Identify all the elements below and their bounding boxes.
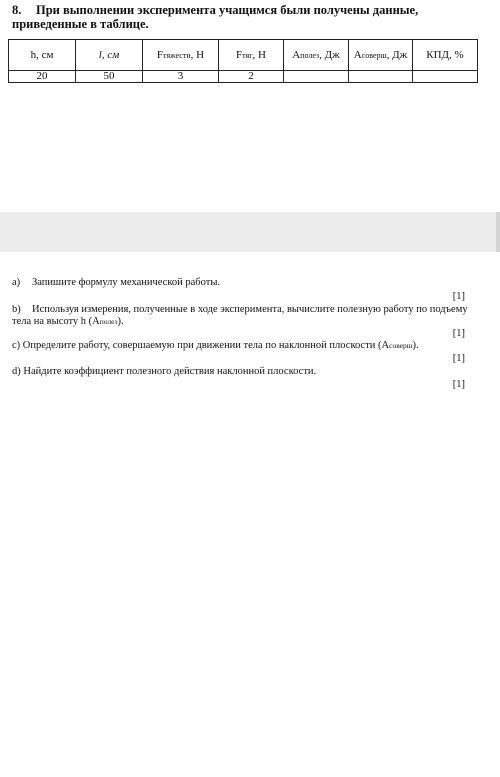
page-gap-edge bbox=[496, 212, 500, 252]
mark-c: [1] bbox=[452, 353, 465, 364]
table-header-row bbox=[9, 40, 478, 71]
question-label: d) bbox=[12, 366, 21, 377]
question-a bbox=[12, 277, 468, 289]
question-text: Найдите коэффициент полезного действия наклонной плоскости. bbox=[23, 366, 317, 377]
header-f-pull: Fтяг, Н bbox=[219, 40, 284, 71]
question-label: b) bbox=[12, 304, 21, 315]
question-b: b) Используя измерения, полученные в ходе эксперимента, вычислите полезную работу по подъему тела на высоту h (Aполез). bbox=[12, 304, 468, 327]
worksheet-bottom bbox=[0, 252, 500, 777]
header-a-total: Aсоверш, Дж bbox=[349, 40, 413, 71]
header-f-gravity: Fтяжести, Н bbox=[143, 40, 219, 71]
cell-h: 20 bbox=[9, 71, 76, 83]
mark-a: [1] bbox=[452, 291, 465, 302]
header-l: l, см bbox=[76, 40, 143, 71]
cell-a-useful bbox=[284, 71, 349, 83]
header-h: h, см bbox=[9, 40, 76, 71]
cell-a-total bbox=[349, 71, 413, 83]
question-text: Запишите формулу механической работы. bbox=[32, 277, 221, 288]
question-d bbox=[12, 366, 468, 378]
data-table bbox=[8, 39, 478, 83]
header-efficiency: КПД, % bbox=[413, 40, 478, 71]
question-c: c) Определите работу, совершаемую при движении тела по наклонной плоскости (Aсоверш). bbox=[12, 340, 419, 351]
page-gap bbox=[0, 212, 500, 252]
cell-f-pull: 2 bbox=[219, 71, 284, 83]
task-title-text: При выполнении эксперимента учащимся были получены данные, приведенные в таблице. bbox=[12, 3, 419, 31]
question-label: a) bbox=[12, 277, 21, 288]
cell-efficiency bbox=[413, 71, 478, 83]
question-text: Используя измерения, полученные в ходе эксперимента, вычислите полезную работу по подъему тела на высоту h (A bbox=[12, 304, 468, 327]
table-row bbox=[9, 71, 478, 83]
question-label: c) bbox=[12, 340, 21, 351]
task-title bbox=[12, 3, 482, 31]
cell-f-gravity: 3 bbox=[143, 71, 219, 83]
question-text: Определите работу, совершаемую при движении тела по наклонной плоскости (A bbox=[22, 340, 390, 351]
mark-d: [1] bbox=[452, 379, 465, 390]
header-a-useful: Aполез, Дж bbox=[284, 40, 349, 71]
task-number: 8. bbox=[12, 3, 22, 17]
worksheet-top bbox=[0, 0, 500, 212]
mark-b: [1] bbox=[452, 328, 465, 339]
cell-l: 50 bbox=[76, 71, 143, 83]
